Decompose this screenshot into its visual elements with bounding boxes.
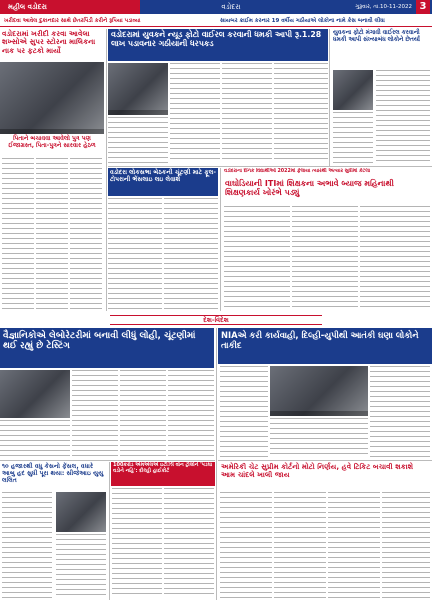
article-3-headline: યુવકના ફોટો મંગાવી વાઈરલ કરવાની ધમકી આપી સંખ્યાબંધ લોકોને છેતર્યા <box>333 30 420 43</box>
masthead <box>0 0 432 14</box>
article-4-text-col-2 <box>164 198 218 310</box>
section-label: દેશ-વિદેશ <box>110 315 322 325</box>
ticker-right: સાયબર ક્રાઈમ કરનાર 19 વર્ષીય ગઠીયાએ લોકોના નામે કેસ બનાવી લીધા <box>220 18 385 24</box>
article-6-text-col-2 <box>120 370 166 458</box>
article-3-text-col-1 <box>376 70 430 165</box>
article-4-headline: વડોદરા લોકસભા બેઠકની ચૂંટણી માટે ફૂલ-ટોપરાની ભેંસલાઇ લઇ લેવાશે <box>108 168 218 196</box>
article-5-headline: વાઘોડિયાની ITIમાં શિક્ષકના અભાવે બ્યાજ મહિનાથી શિક્ષણકાર્ય ખોરંભે પડ્યું <box>225 179 394 198</box>
article-1-text-col-2 <box>36 158 68 310</box>
date-text: ગુરૂવાર, તા.10-11-2022 <box>355 4 412 10</box>
article-1-caption: પિતાને બચાવવા આવેલો પુત્ર પણ ઈજાગ્રસ્ત, પિતા-પુત્રને સારવાર હેઠળ <box>8 135 96 149</box>
article-1-text-col-3 <box>70 158 102 310</box>
article-9-photo <box>270 366 368 416</box>
article-9-headline: NIAએ કરી કાર્યવાહી, દિલ્હી-યુપીથી આતંકી ઘણા લોકોને તાકીદ <box>221 330 419 350</box>
article-2-headline: વડોદરામાં યુવકને ન્યૂડ ફોટો વાઈરલ કરવાની ધમકી આપી રૂ.1.28 લાખ પડાવનાર ગઠીયાની ધરપકડ <box>111 30 322 48</box>
article-5-headline-box <box>222 178 432 204</box>
article-6-text-col-1 <box>72 370 118 458</box>
article-8-headline: 100કરોડ એમએલએ ઇટીઝી વોન ટ્રોલોને 'પડઘા વડોને નહિ': દીલ્હી હાઈકોર્ટ <box>113 462 213 474</box>
article-8-text-col-1 <box>112 488 162 598</box>
article-10-text-col-4 <box>382 492 430 598</box>
article-10-text-col-2 <box>274 492 326 598</box>
page-number: 3 <box>416 0 430 14</box>
article-2-text-col-4 <box>108 117 168 163</box>
date-label <box>322 0 432 14</box>
article-1-photo <box>0 62 104 134</box>
article-10-text-col-1 <box>220 492 272 598</box>
article-1-text-col-1 <box>2 158 34 310</box>
article-4-text-col-1 <box>108 198 162 310</box>
article-5-text-col-2 <box>292 206 358 310</box>
article-10-headline: અમેરિકી ચેટ સુપ્રીમ કોર્ટનો મોટો નિર્ણય, હવે ટિકિટ બચાવી શકાશે આમ ચાંદલે ખાલી જાય <box>221 462 414 480</box>
article-2-text-col-2 <box>222 63 272 163</box>
article-10-text-col-3 <box>328 492 380 598</box>
article-1-headline: વડોદરામાં ખરીદી કરવા આવેલા શખ્સોએ સુપર સ્ટોરના માલિકના નાક પર ફટકો માર્યો <box>2 29 96 55</box>
article-9-text-col-2 <box>270 418 368 458</box>
article-9-text-col-3 <box>370 366 430 458</box>
article-3-photo <box>333 70 373 110</box>
article-7-headline-box <box>0 462 108 490</box>
article-10-headline-box <box>218 462 432 490</box>
article-7-text-col-1 <box>2 492 52 598</box>
ticker <box>0 15 432 27</box>
article-9-headline-band <box>218 328 432 364</box>
article-2-text-col-3 <box>274 63 328 163</box>
article-5-text-col-3 <box>360 206 430 310</box>
article-7-text-col-2 <box>56 534 106 598</box>
article-6-headline: વૈજ્ઞાનિકોએ લેબોરેટરીમાં બનાવી લીધું લોહી, ચૂંટણીમાં થઈ રહ્યું છે ટેસ્ટિંગ <box>3 331 196 352</box>
article-2-photo <box>108 63 168 115</box>
article-1-headline-box <box>0 29 104 61</box>
article-7-headline: ૧૦ હજારથી વધુ કેસનો ફેંસલ, વધારે આબુ હદ સુધી પૂરા થયા: સીજેઆઇ યુયુ લલિત <box>2 463 104 485</box>
article-5-text-col-1 <box>224 206 290 310</box>
article-2-headline-band <box>108 29 328 61</box>
section-title: વડોદરા <box>140 0 322 14</box>
article-6-headline-band <box>0 328 214 368</box>
article-2-text-col-1 <box>170 63 220 163</box>
article-6-text-col-3 <box>168 370 214 458</box>
article-6-photo <box>0 370 70 418</box>
article-3-headline-box <box>331 29 432 69</box>
article-5-kicker: વડોદરાના દૈનિક વિદ્યાર્થીઓ 2022માં ફેલાયા ત્યારથી અત્યાર સુધીમાં કેટલા <box>224 169 371 174</box>
article-4-headline-box <box>108 168 218 196</box>
article-9-text-col-1 <box>220 366 268 458</box>
article-3-text-col-2 <box>333 112 373 165</box>
article-8-text-col-2 <box>164 488 214 598</box>
ticker-left: ખરીદવા આવેલ દુકાનદાર સાથે છેતરપિંડી કરીને રૂપિયા પડાવ્યા <box>4 18 141 24</box>
article-8-headline-band <box>111 462 215 486</box>
edition-label: મહીલ વડોદરા <box>0 0 140 14</box>
article-6-text-col-4 <box>0 420 70 458</box>
article-5-kicker-box <box>222 168 432 177</box>
article-1-caption-box <box>0 135 104 157</box>
article-7-photo <box>56 492 106 532</box>
